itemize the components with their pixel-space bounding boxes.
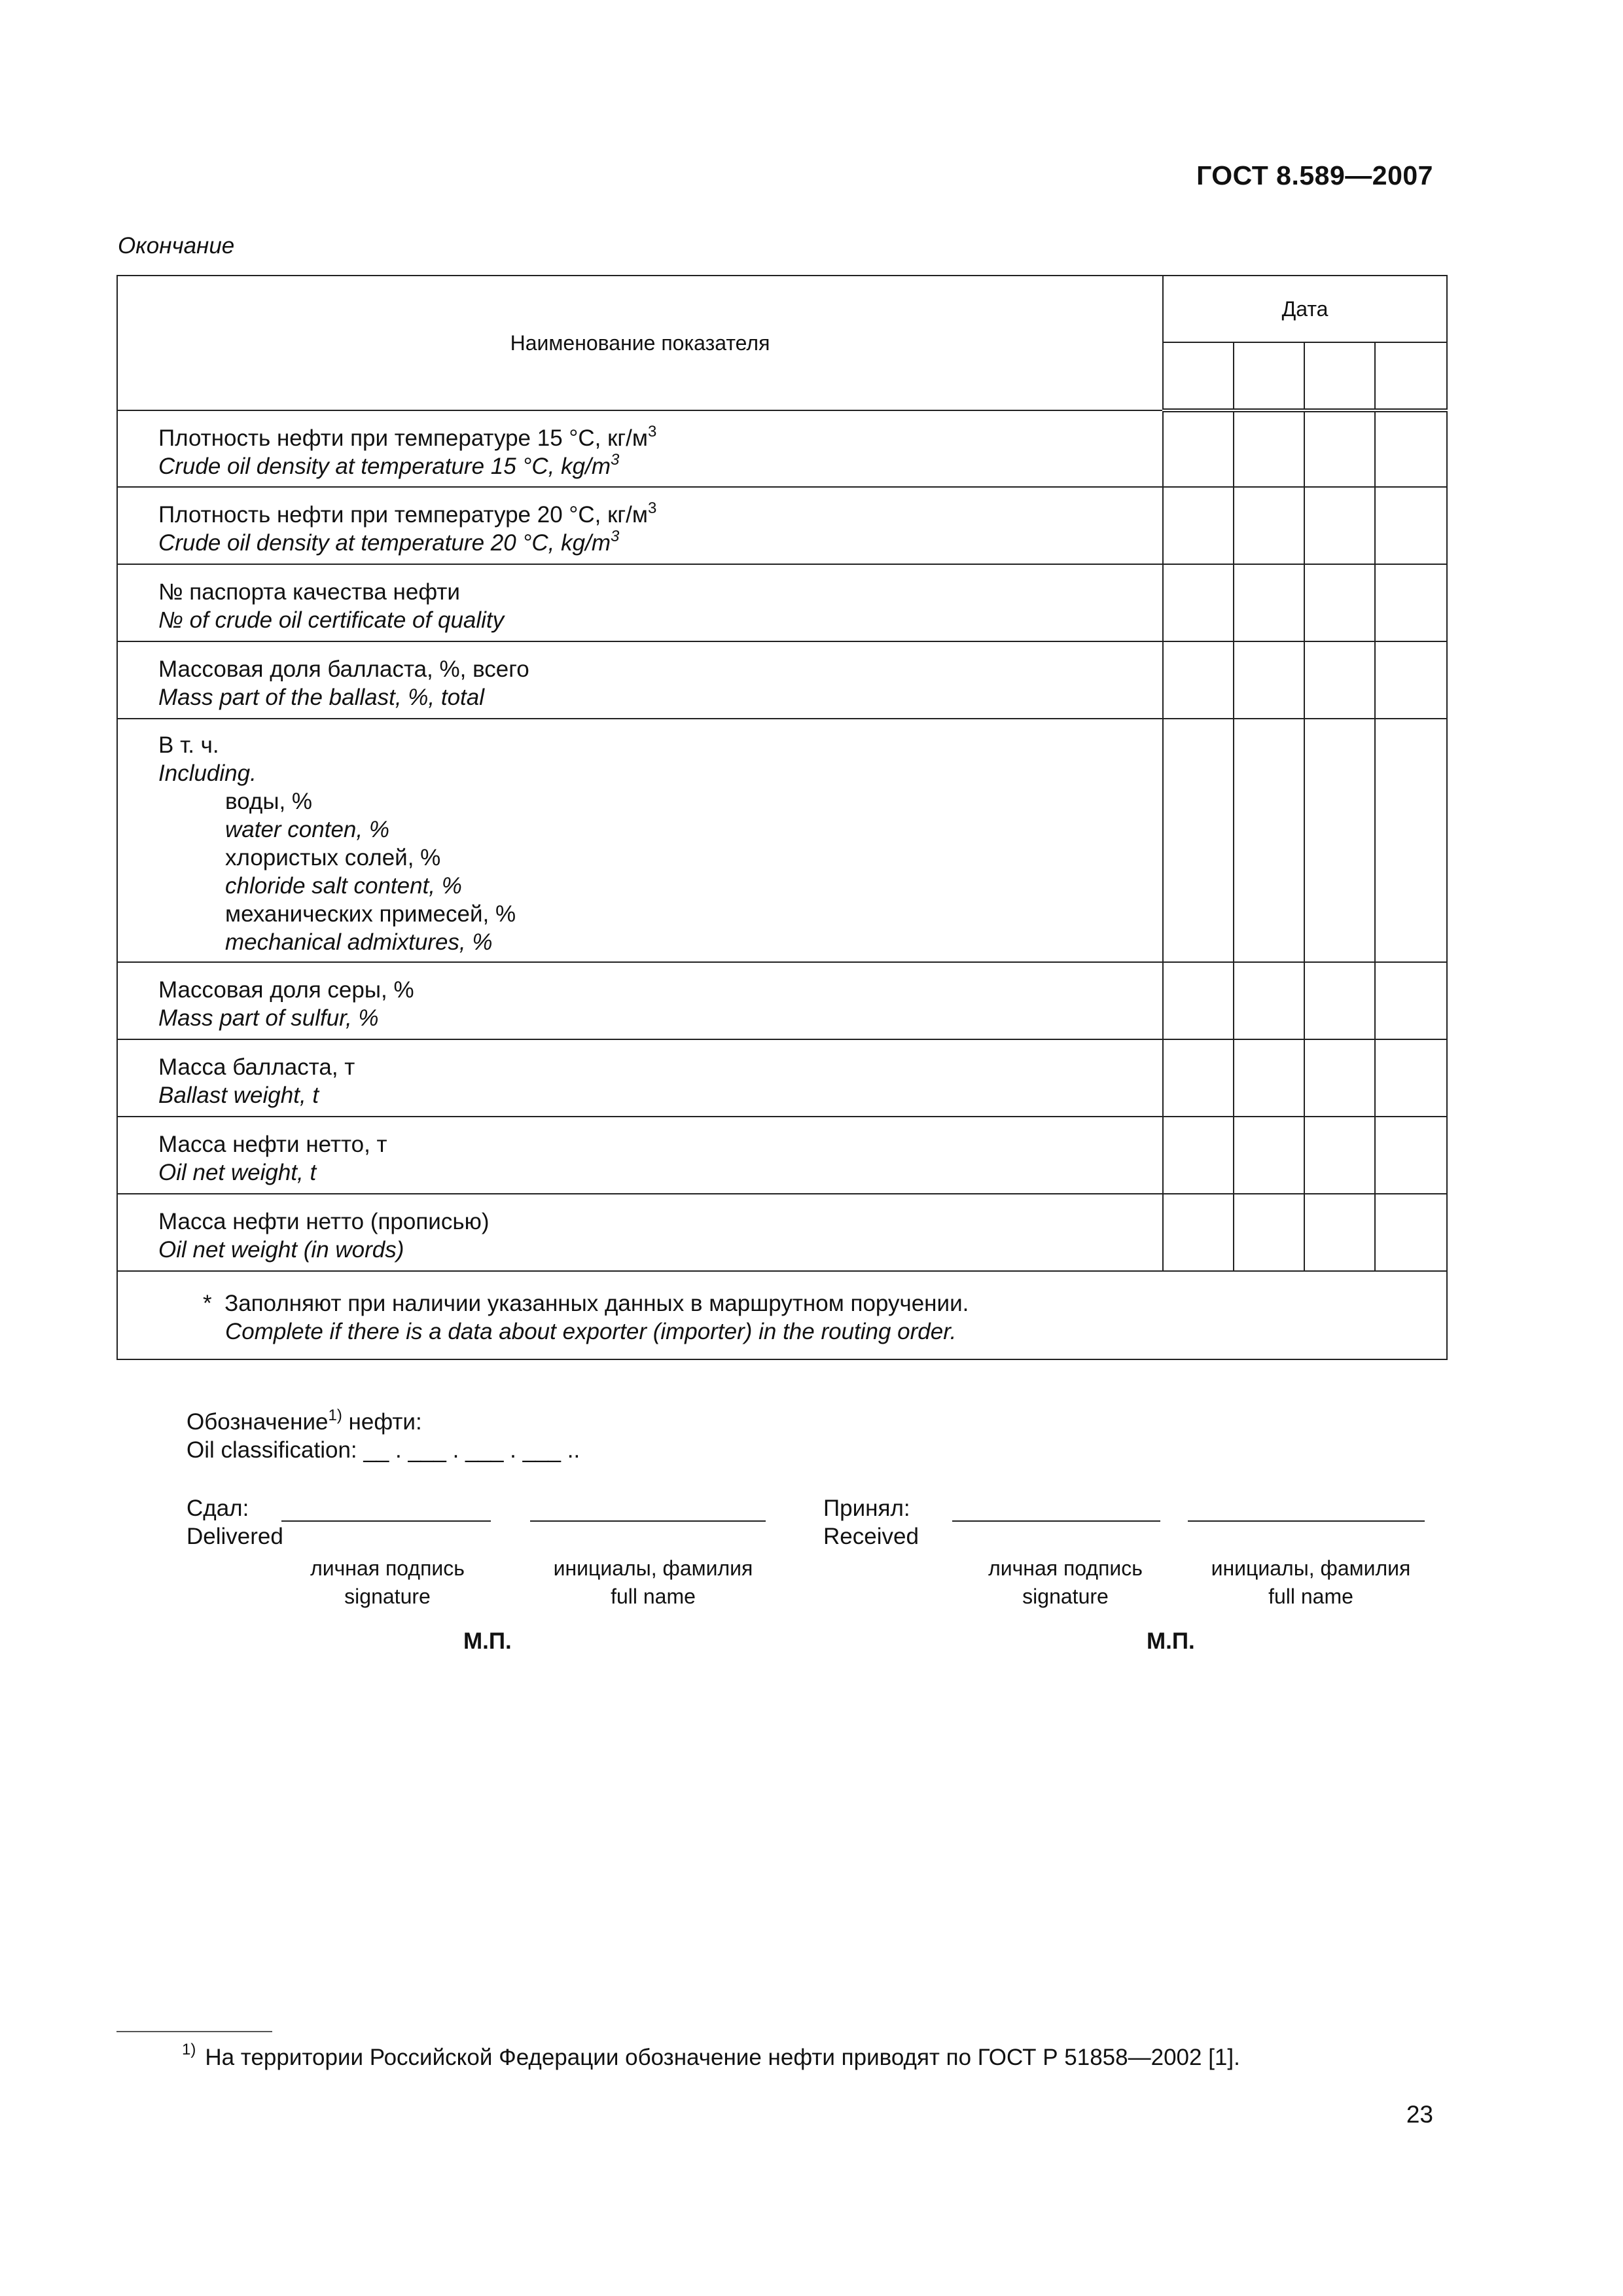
date-cell[interactable] <box>1375 1039 1447 1117</box>
indicator-cell <box>117 487 1163 564</box>
table-note <box>117 1271 1447 1359</box>
sub-indicator-en: water conten, % <box>225 817 389 842</box>
indicator-en: Oil net weight (in words) <box>158 1237 404 1263</box>
date-cell[interactable] <box>1304 1039 1375 1117</box>
date-cell[interactable] <box>1304 719 1375 962</box>
indicator-ru: Масса балласта, т <box>158 1054 355 1080</box>
date-cell[interactable] <box>1234 410 1304 487</box>
sub-indicator-ru: механических примесей, % <box>225 901 516 927</box>
table-row <box>117 1194 1447 1271</box>
table-row <box>117 1117 1447 1194</box>
received-signature-caption-en: signature <box>1022 1585 1109 1608</box>
column-header-date: Дата <box>1163 276 1447 342</box>
date-cell[interactable] <box>1163 1194 1234 1271</box>
date-header-cell <box>1375 342 1447 410</box>
date-cell[interactable] <box>1304 1117 1375 1194</box>
date-cell[interactable] <box>1234 1039 1304 1117</box>
date-cell[interactable] <box>1234 564 1304 641</box>
table-row <box>117 1039 1447 1117</box>
continuation-label: Окончание <box>118 233 235 259</box>
date-cell[interactable] <box>1375 564 1447 641</box>
classification-label-ru: Обозначение <box>187 1409 329 1435</box>
footnote-separator <box>116 2031 272 2032</box>
delivered-label-ru: Сдал: <box>187 1496 249 1521</box>
date-cell[interactable] <box>1163 564 1234 641</box>
note-mark: * <box>203 1290 212 1316</box>
delivered-name-caption-en: full name <box>611 1585 696 1608</box>
date-cell[interactable] <box>1375 719 1447 962</box>
page-number: 23 <box>1406 2101 1433 2128</box>
date-cell[interactable] <box>1234 487 1304 564</box>
classification-field: Oil classification: __ . ___ . ___ . ___ .. <box>187 1437 580 1463</box>
received-stamp-place: М.П. <box>1147 1628 1195 1654</box>
received-signature-line[interactable] <box>952 1520 1160 1522</box>
table-row <box>117 719 1447 962</box>
superscript: 1) <box>328 1407 342 1424</box>
indicator-ru: Масса нефти нетто (прописью) <box>158 1209 490 1234</box>
indicator-cell <box>117 641 1163 719</box>
table-row <box>117 410 1447 487</box>
indicator-ru: Плотность нефти при температуре 20 °С, кг/м <box>158 502 648 528</box>
superscript: 3 <box>647 499 657 517</box>
date-cell[interactable] <box>1375 1194 1447 1271</box>
table-row <box>117 564 1447 641</box>
column-header-indicator: Наименование показателя <box>117 276 1163 410</box>
date-cell[interactable] <box>1234 962 1304 1039</box>
table-row <box>117 962 1447 1039</box>
date-header-cell <box>1163 342 1234 410</box>
date-cell[interactable] <box>1304 962 1375 1039</box>
indicator-cell <box>117 1039 1163 1117</box>
received-label-ru: Принял: <box>823 1496 910 1521</box>
date-cell[interactable] <box>1163 1039 1234 1117</box>
indicator-cell <box>117 1117 1163 1194</box>
date-cell[interactable] <box>1304 564 1375 641</box>
delivered-signature-caption-ru: личная подпись <box>310 1556 465 1580</box>
date-cell[interactable] <box>1375 641 1447 719</box>
indicator-ru: В т. ч. <box>158 732 219 758</box>
classification-label-ru-tail: нефти: <box>342 1409 422 1435</box>
date-cell[interactable] <box>1234 719 1304 962</box>
indicator-en: Mass part of the ballast, %, total <box>158 685 485 710</box>
sub-indicator-en: mechanical admixtures, % <box>225 929 493 955</box>
date-cell[interactable] <box>1163 641 1234 719</box>
table-row <box>117 487 1447 564</box>
note-ru: Заполняют при наличии указанных данных в маршрутном поручении. <box>224 1290 969 1316</box>
date-cell[interactable] <box>1304 410 1375 487</box>
indicator-en: Mass part of sulfur, % <box>158 1005 379 1031</box>
date-cell[interactable] <box>1234 1194 1304 1271</box>
delivered-signature-line[interactable] <box>281 1520 491 1522</box>
delivered-signature-caption-en: signature <box>344 1585 431 1608</box>
received-signature-caption-ru: личная подпись <box>988 1556 1143 1580</box>
table-note-row <box>117 1271 1447 1359</box>
date-cell[interactable] <box>1234 641 1304 719</box>
indicator-en: Crude oil density at temperature 15 °C, kg/m <box>158 453 611 479</box>
indicator-ru: Плотность нефти при температуре 15 °С, кг/м <box>158 425 648 451</box>
superscript: 3 <box>647 422 657 440</box>
received-name-caption-en: full name <box>1268 1585 1353 1608</box>
date-header-cell <box>1304 342 1375 410</box>
date-cell[interactable] <box>1304 1194 1375 1271</box>
indicator-en: № of crude oil certificate of quality <box>158 607 505 633</box>
indicator-cell <box>117 719 1163 962</box>
table-row <box>117 641 1447 719</box>
sub-indicator-ru: воды, % <box>225 789 313 814</box>
received-label-en: Received <box>823 1524 919 1549</box>
date-header-cell <box>1234 342 1304 410</box>
date-cell[interactable] <box>1375 962 1447 1039</box>
indicator-en: Oil net weight, t <box>158 1160 317 1185</box>
indicator-en: Including. <box>158 761 257 786</box>
indicator-cell <box>117 962 1163 1039</box>
delivered-stamp-place: М.П. <box>463 1628 512 1654</box>
date-cell[interactable] <box>1375 410 1447 487</box>
date-cell[interactable] <box>1234 1117 1304 1194</box>
sub-indicator-ru: хлористых солей, % <box>225 845 441 870</box>
date-cell[interactable] <box>1163 719 1234 962</box>
delivered-name-line[interactable] <box>530 1520 766 1522</box>
indicator-en: Ballast weight, t <box>158 1083 319 1108</box>
superscript: 3 <box>610 528 620 545</box>
indicator-cell <box>117 410 1163 487</box>
sub-indicator-en: chloride salt content, % <box>225 873 462 899</box>
received-name-line[interactable] <box>1188 1520 1425 1522</box>
date-cell[interactable] <box>1163 1117 1234 1194</box>
indicator-ru: Масса нефти нетто, т <box>158 1132 387 1157</box>
indicator-ru: Массовая доля балласта, %, всего <box>158 656 529 682</box>
footnote <box>182 2041 1240 2071</box>
delivered-name-caption-ru: инициалы, фамилия <box>553 1556 753 1580</box>
date-cell[interactable] <box>1304 641 1375 719</box>
footnote-mark: 1) <box>182 2041 196 2058</box>
date-cell[interactable] <box>1375 487 1447 564</box>
date-cell[interactable] <box>1163 962 1234 1039</box>
footnote-text: На территории Российской Федерации обозначение нефти приводят по ГОСТ Р 51858—2002 [1]. <box>205 2045 1240 2070</box>
document-code: ГОСТ 8.589—2007 <box>1196 160 1433 190</box>
date-cell[interactable] <box>1163 410 1234 487</box>
indicator-ru: Массовая доля серы, % <box>158 977 414 1003</box>
date-cell[interactable] <box>1304 487 1375 564</box>
indicator-en: Crude oil density at temperature 20 °C, kg/m <box>158 530 611 556</box>
received-name-caption-ru: инициалы, фамилия <box>1211 1556 1411 1580</box>
indicator-ru: № паспорта качества нефти <box>158 579 460 605</box>
date-cell[interactable] <box>1375 1117 1447 1194</box>
date-cell[interactable] <box>1163 487 1234 564</box>
note-en: Complete if there is a data about exporter (importer) in the routing order. <box>225 1318 957 1344</box>
superscript: 3 <box>610 450 620 469</box>
indicator-table <box>116 275 1448 1360</box>
classification-label <box>187 1409 422 1435</box>
indicator-cell <box>117 1194 1163 1271</box>
delivered-label-en: Delivered <box>187 1524 283 1549</box>
indicator-cell <box>117 564 1163 641</box>
